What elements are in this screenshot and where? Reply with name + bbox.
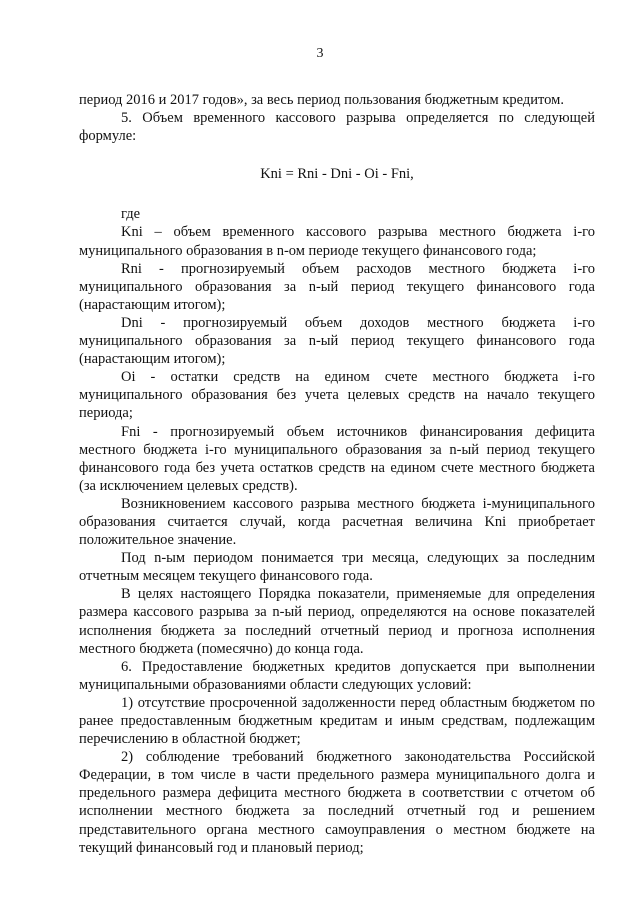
definition-fni: Fni - прогнозируемый объем источников финансирования дефицита местного бюджета i-го муниципального образования за n-ый период текущего финансового года без учета остатков средств на едином счете местного бюджета (за исключением целевых средств). [79, 423, 595, 494]
condition-2: 2) соблюдение требований бюджетного законодательства Российской Федерации, в том числе в части предельного размера муниципального долга и предельного размера дефицита местного бюджета в соответствии с отчетом об исполнении местного бюджета за последний отчетный год и решением представительного органа местного самоуправления о местном бюджете на текущий финансовый год и плановый период; [79, 749, 595, 856]
paragraph-gap-occurrence: Возникновением кассового разрыва местного бюджета i-муниципального образования считается случай, когда расчетная величина Kni приобретает положительное значение. [79, 495, 595, 549]
paragraph-n-period: Под n-ым периодом понимается три месяца, следующих за последним отчетным месяцем текущего финансового года. [79, 550, 595, 585]
document-body [79, 91, 595, 857]
definition-kni: Kni – объем временного кассового разрыва местного бюджета i-го муниципального образования в n-ом периоде текущего финансового года; [79, 224, 595, 259]
condition-1: 1) отсутствие просроченной задолженности перед областным бюджетом по ранее предоставленным бюджетным кредитам и иным средствам, подлежащим перечислению в областной бюджет; [79, 694, 595, 748]
paragraph-where: где [121, 206, 141, 223]
paragraph-item-5: 5. Объем временного кассового разрыва определяется по следующей формуле: [79, 110, 595, 145]
formula: Kni = Rni - Dni - Oi - Fni, [260, 166, 414, 183]
paragraph-continuation: период 2016 и 2017 годов», за весь период пользования бюджетным кредитом. [79, 92, 564, 108]
definition-oi: Oi - остатки средств на едином счете местного бюджета i-го муниципального образования без учета целевых средств на начало текущего периода; [79, 369, 595, 422]
page-number: 3 [316, 46, 324, 61]
definition-rni: Rni - прогнозируемый объем расходов местного бюджета i-го муниципального образования за n-ый период текущего финансового года (нарастающим итогом); [79, 260, 595, 313]
paragraph-indicators: В целях настоящего Порядка показатели, применяемые для определения размера кассового разрыва за n-ый период, определяются на основе показателей исполнения бюджета за последний отчетный период и прогноза исполнения местного бюджета (помесячно) до конца года. [79, 586, 595, 657]
definition-dni: Dni - прогнозируемый объем доходов местного бюджета i-го муниципального образования за n-ый период текущего финансового года (нарастающим итогом); [79, 314, 595, 368]
paragraph-item-6: 6. Предоставление бюджетных кредитов допускается при выполнении муниципальными образованиями области следующих условий: [79, 658, 595, 693]
